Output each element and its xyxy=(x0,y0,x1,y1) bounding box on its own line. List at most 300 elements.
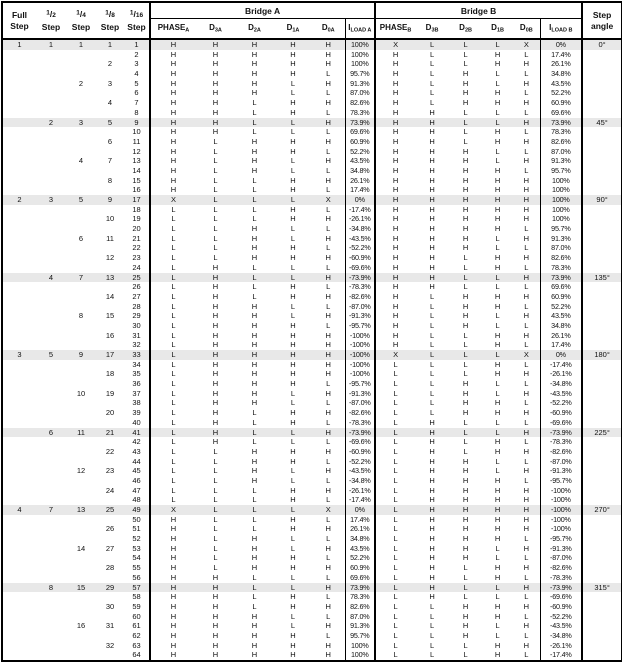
d2a: H xyxy=(235,350,274,360)
d1b: H xyxy=(494,340,501,350)
d3b: H xyxy=(429,107,435,117)
full-step xyxy=(2,641,36,651)
step-angle xyxy=(582,389,622,399)
quarter-step: 9 xyxy=(66,350,96,360)
d3a: H xyxy=(212,572,219,582)
full-step xyxy=(2,476,36,486)
iload-b: -82.6% xyxy=(540,563,582,573)
eighth-step xyxy=(96,631,124,641)
d3b: H xyxy=(429,282,435,292)
half-step: 7 xyxy=(36,505,66,515)
step-angle xyxy=(582,263,622,273)
d1a: H xyxy=(290,630,296,640)
sixteenth-step: 25 xyxy=(124,273,150,283)
step-angle xyxy=(582,466,622,476)
d0a: H xyxy=(325,369,331,379)
iload-b: 60.9% xyxy=(540,292,582,302)
d1a: H xyxy=(290,59,296,69)
d0b: L xyxy=(524,301,529,311)
phase-b: H xyxy=(375,263,415,273)
iload-a: -43.5% xyxy=(345,234,375,244)
eighth-step xyxy=(96,321,124,331)
table-row xyxy=(2,418,622,428)
eighth-step xyxy=(96,612,124,622)
d2a: H xyxy=(251,388,258,398)
quarter-step xyxy=(66,515,96,525)
quarter-step: 12 xyxy=(76,466,86,476)
d3b: L xyxy=(429,379,435,389)
full-step xyxy=(2,263,36,273)
d2b: H xyxy=(462,379,469,389)
iload-b: 100% xyxy=(540,214,582,224)
table-row xyxy=(2,389,622,399)
d1b: H xyxy=(482,505,513,515)
half-step xyxy=(36,166,66,176)
step-angle xyxy=(582,495,622,505)
phase-b: H xyxy=(375,147,415,157)
d0b: L xyxy=(524,630,529,640)
full-step xyxy=(2,428,36,438)
table-row xyxy=(2,50,622,60)
full-step xyxy=(2,118,36,128)
d1a: L xyxy=(290,543,296,553)
d2b: H xyxy=(462,291,469,301)
d2a: L xyxy=(235,118,274,128)
d2a: L xyxy=(252,107,257,117)
d1b: L xyxy=(495,311,500,321)
phase-a: L xyxy=(150,263,196,273)
header-quarter-step: $^1$/4 Step xyxy=(66,2,96,39)
d0a: L xyxy=(326,475,331,485)
quarter-step xyxy=(66,418,96,428)
half-step xyxy=(36,534,66,544)
phase-a: L xyxy=(150,369,196,379)
d3b: H xyxy=(415,118,449,128)
phase-a: L xyxy=(150,428,196,438)
iload-b: -100% xyxy=(540,495,582,505)
iload-b: 87.0% xyxy=(540,147,582,157)
quarter-step xyxy=(66,185,96,195)
phase-b: L xyxy=(375,466,415,476)
full-step xyxy=(2,69,36,79)
table-row xyxy=(2,641,622,651)
phase-b: L xyxy=(375,583,415,593)
d1a: L xyxy=(274,428,312,438)
quarter-step xyxy=(66,408,96,418)
iload-a: 60.9% xyxy=(345,563,375,573)
half-step xyxy=(36,214,66,224)
d1b: H xyxy=(494,495,501,505)
quarter-step xyxy=(66,205,96,215)
d2a: H xyxy=(251,359,258,369)
d2a: H xyxy=(251,543,258,553)
eighth-step: 10 xyxy=(105,214,115,224)
iload-b: -34.8% xyxy=(540,631,582,641)
d3b: H xyxy=(415,273,449,283)
iload-a: 91.3% xyxy=(345,621,375,631)
half-step xyxy=(36,176,66,186)
step-angle xyxy=(582,360,622,370)
full-step xyxy=(2,243,36,253)
sixteenth-step: 49 xyxy=(124,505,150,515)
d0b: H xyxy=(523,204,530,214)
d0a: L xyxy=(326,127,331,137)
quarter-step: 5 xyxy=(66,195,96,205)
step-angle xyxy=(582,553,622,563)
d0a: H xyxy=(325,359,331,369)
iload-b: 69.6% xyxy=(540,108,582,118)
d3a: L xyxy=(213,146,218,156)
iload-a: 73.9% xyxy=(345,583,375,593)
full-step xyxy=(2,302,36,312)
d0a: L xyxy=(326,534,331,544)
sixteenth-step: 18 xyxy=(132,204,141,214)
d1a: H xyxy=(290,553,296,563)
phase-a: L xyxy=(150,331,196,341)
sixteenth-step: 12 xyxy=(132,146,141,156)
iload-a: -73.9% xyxy=(345,273,375,283)
quarter-step: 14 xyxy=(76,543,86,553)
quarter-step: 16 xyxy=(76,621,86,631)
step-angle: 45° xyxy=(582,118,622,128)
phase-a: H xyxy=(150,583,196,593)
table-row xyxy=(2,457,622,467)
phase-b: H xyxy=(375,127,415,137)
d3a: L xyxy=(213,524,218,534)
d1a: H xyxy=(290,49,296,59)
d0a: H xyxy=(325,175,331,185)
quarter-step xyxy=(66,69,96,79)
phase-b: H xyxy=(375,224,415,234)
header-iload-b: $I_{LOAD B}$ xyxy=(540,19,582,40)
d3a: H xyxy=(196,39,235,50)
half-step xyxy=(36,253,66,263)
d1a: L xyxy=(290,466,296,476)
d3a: L xyxy=(213,175,218,185)
iload-b: -87.0% xyxy=(540,457,582,467)
step-angle xyxy=(582,224,622,234)
step-angle xyxy=(582,476,622,486)
d1b: L xyxy=(495,320,500,330)
d3a: H xyxy=(212,417,219,427)
eighth-step: 6 xyxy=(107,136,113,146)
d3a: L xyxy=(213,233,218,243)
d1a: L xyxy=(290,388,296,398)
iload-b: -91.3% xyxy=(540,544,582,554)
full-step: 1 xyxy=(2,39,36,50)
d1b: L xyxy=(495,69,500,79)
phase-a: H xyxy=(150,69,196,79)
quarter-step xyxy=(66,243,96,253)
d3b: H xyxy=(429,146,435,156)
table-row xyxy=(2,205,622,215)
fraction-label: $^1$/4 xyxy=(76,9,86,20)
d3b: H xyxy=(429,543,435,553)
d1b: H xyxy=(494,262,501,272)
phase-b: H xyxy=(375,234,415,244)
d0b: H xyxy=(513,273,540,283)
d0b: H xyxy=(523,214,530,224)
phase-a: H xyxy=(150,524,196,534)
step-angle xyxy=(582,573,622,583)
d0a: L xyxy=(326,320,331,330)
header-full-step: Full Step xyxy=(2,2,36,39)
iload-b: -73.9% xyxy=(540,583,582,593)
d1b: H xyxy=(494,437,501,447)
phase-a: H xyxy=(150,592,196,602)
eighth-step: 21 xyxy=(96,428,124,438)
d1b: H xyxy=(494,369,501,379)
eighth-step xyxy=(96,476,124,486)
d1b: H xyxy=(494,640,501,650)
d3b: H xyxy=(429,165,435,175)
d2b: H xyxy=(462,98,469,108)
d1a: L xyxy=(290,233,296,243)
iload-a: -60.9% xyxy=(345,447,375,457)
step-angle xyxy=(582,650,622,661)
phase-a: L xyxy=(150,282,196,292)
quarter-step xyxy=(66,137,96,147)
quarter-step xyxy=(66,476,96,486)
eighth-step: 18 xyxy=(105,369,115,379)
half-step xyxy=(36,573,66,583)
full-step xyxy=(2,563,36,573)
d1b: H xyxy=(494,136,501,146)
d3a: L xyxy=(213,485,218,495)
d2b: H xyxy=(462,524,469,534)
d1a: H xyxy=(290,136,296,146)
d2b: H xyxy=(462,553,469,563)
iload-a: 100% xyxy=(345,650,375,661)
table-row xyxy=(2,147,622,157)
eighth-step xyxy=(96,495,124,505)
d2a: L xyxy=(252,408,257,418)
phase-a: H xyxy=(150,641,196,651)
quarter-step xyxy=(66,59,96,69)
sixteenth-step: 29 xyxy=(132,311,141,321)
d2a: H xyxy=(251,224,258,234)
d0a: H xyxy=(325,650,331,660)
d1b: H xyxy=(494,534,501,544)
half-step xyxy=(36,602,66,612)
half-step xyxy=(36,408,66,418)
d2b: H xyxy=(462,311,469,321)
step-angle xyxy=(582,253,622,263)
eighth-step: 26 xyxy=(105,524,115,534)
eighth-step xyxy=(96,553,124,563)
d2a: H xyxy=(235,39,274,50)
d3b: H xyxy=(415,583,449,593)
phase-b: L xyxy=(375,650,415,661)
d3b: H xyxy=(415,505,449,515)
table-row xyxy=(2,292,622,302)
eighth-step: 2 xyxy=(107,59,113,69)
d1b: L xyxy=(495,282,500,292)
eighth-step xyxy=(96,88,124,98)
eighth-step: 25 xyxy=(96,505,124,515)
d0b: L xyxy=(524,417,529,427)
step-angle xyxy=(582,59,622,69)
d2b: H xyxy=(462,224,469,234)
iload-a: 26.1% xyxy=(345,524,375,534)
d1b: H xyxy=(494,224,501,234)
full-step xyxy=(2,534,36,544)
iload-a: 69.6% xyxy=(345,573,375,583)
d3a: L xyxy=(213,514,218,524)
d2b: L xyxy=(463,340,468,350)
half-step xyxy=(36,79,66,89)
table-body xyxy=(2,39,622,661)
d0a: H xyxy=(325,156,331,166)
d3a: L xyxy=(213,224,218,234)
eighth-step: 12 xyxy=(105,253,115,263)
d2a: H xyxy=(251,320,258,330)
d0a: H xyxy=(325,466,331,476)
full-step xyxy=(2,418,36,428)
phase-a: H xyxy=(150,612,196,622)
d3a: H xyxy=(212,359,219,369)
half-step xyxy=(36,340,66,350)
quarter-step xyxy=(66,553,96,563)
d3a: H xyxy=(212,127,219,137)
iload-b: -60.9% xyxy=(540,602,582,612)
phase-b: L xyxy=(375,553,415,563)
sixteenth-step: 56 xyxy=(132,572,141,582)
d0a: H xyxy=(325,340,331,350)
full-step xyxy=(2,166,36,176)
d1a: H xyxy=(290,563,296,573)
iload-b: -100% xyxy=(540,524,582,534)
iload-a: 87.0% xyxy=(345,612,375,622)
d0b: L xyxy=(524,437,529,447)
d2b: H xyxy=(462,320,469,330)
d3a: H xyxy=(212,340,219,350)
quarter-step xyxy=(66,641,96,651)
header-d2a: $D_{2A}$ xyxy=(235,19,274,40)
full-step xyxy=(2,214,36,224)
phase-a: H xyxy=(150,88,196,98)
d2a: L xyxy=(252,204,257,214)
quarter-step xyxy=(66,98,96,108)
d1a: L xyxy=(290,156,296,166)
d2b: L xyxy=(449,39,482,50)
eighth-step xyxy=(96,205,124,215)
table-row xyxy=(2,360,622,370)
d0a: X xyxy=(312,505,345,515)
step-angle xyxy=(582,612,622,622)
phase-a: L xyxy=(150,273,196,283)
half-step: 1 xyxy=(36,39,66,50)
full-step xyxy=(2,524,36,534)
phase-a: L xyxy=(150,495,196,505)
iload-b: 0% xyxy=(540,39,582,50)
d0b: L xyxy=(524,534,529,544)
d2a: H xyxy=(251,49,258,59)
d2a: H xyxy=(251,456,258,466)
d2b: H xyxy=(462,601,469,611)
step-angle xyxy=(582,418,622,428)
full-step xyxy=(2,292,36,302)
sixteenth-step: 45 xyxy=(132,466,141,476)
sixteenth-step: 8 xyxy=(134,107,139,117)
half-step: 5 xyxy=(36,350,66,360)
phase-b: L xyxy=(375,515,415,525)
d3b: H xyxy=(429,524,435,534)
quarter-step xyxy=(66,379,96,389)
d0b: X xyxy=(513,350,540,360)
sixteenth-step: 23 xyxy=(132,253,141,263)
d2b: L xyxy=(449,350,482,360)
d2b: H xyxy=(462,69,469,79)
d0a: L xyxy=(326,204,331,214)
quarter-step xyxy=(66,253,96,263)
sixteenth-step: 22 xyxy=(132,243,141,253)
eighth-step: 28 xyxy=(105,563,115,573)
d3b: H xyxy=(429,185,435,195)
table-row xyxy=(2,321,622,331)
d0b: H xyxy=(513,505,540,515)
d3b: L xyxy=(429,388,435,398)
iload-a: -95.7% xyxy=(345,379,375,389)
d3a: H xyxy=(196,350,235,360)
full-step xyxy=(2,321,36,331)
d2a: H xyxy=(251,640,258,650)
sixteenth-step: 19 xyxy=(132,214,141,224)
phase-a: L xyxy=(150,486,196,496)
d1b: L xyxy=(495,417,500,427)
eighth-step xyxy=(96,379,124,389)
half-step xyxy=(36,544,66,554)
d2b: H xyxy=(462,175,469,185)
full-step xyxy=(2,437,36,447)
phase-b: H xyxy=(375,79,415,89)
eighth-step xyxy=(96,127,124,137)
sixteenth-step: 3 xyxy=(134,59,139,69)
d3a: H xyxy=(212,291,219,301)
d0a: H xyxy=(325,621,331,631)
quarter-step xyxy=(66,340,96,350)
d0b: H xyxy=(513,583,540,593)
d3b: L xyxy=(429,69,435,79)
table-row xyxy=(2,553,622,563)
d3a: H xyxy=(212,369,219,379)
step-angle xyxy=(582,515,622,525)
phase-b: L xyxy=(375,428,415,438)
quarter-step: 1 xyxy=(66,39,96,50)
d3b: H xyxy=(429,553,435,563)
d1a: H xyxy=(290,253,296,263)
phase-b: H xyxy=(375,321,415,331)
half-step xyxy=(36,379,66,389)
phase-b: H xyxy=(375,195,415,205)
full-step xyxy=(2,398,36,408)
d2a: H xyxy=(251,630,258,640)
d2a: H xyxy=(251,311,258,321)
full-step xyxy=(2,273,36,283)
eighth-step xyxy=(96,282,124,292)
full-step xyxy=(2,583,36,593)
header-d3b: $D_{3B}$ xyxy=(415,19,449,40)
d3a: H xyxy=(212,650,219,660)
d2b: H xyxy=(462,146,469,156)
d1b: H xyxy=(494,49,501,59)
d1b: H xyxy=(482,195,513,205)
iload-b: 87.0% xyxy=(540,243,582,253)
d0b: L xyxy=(524,456,529,466)
d2b: H xyxy=(462,630,469,640)
step-angle xyxy=(582,292,622,302)
sixteenth-step: 53 xyxy=(132,543,141,553)
